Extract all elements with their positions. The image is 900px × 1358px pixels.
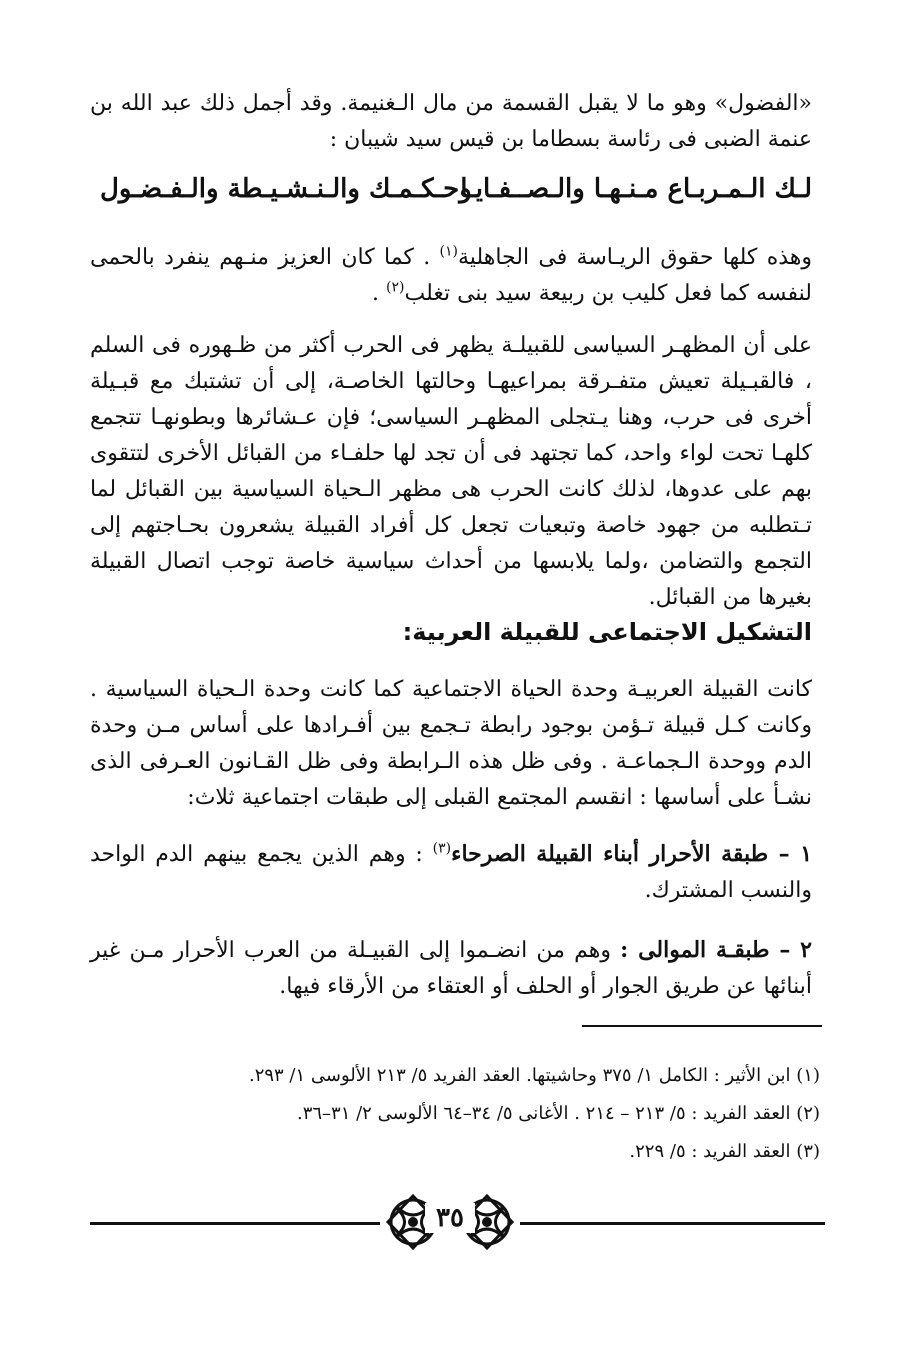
list-item-mawali-class [90,932,812,1005]
paragraph-intro: «الفضول» وهو ما لا يقبل القسمة من مال الـغنيمة. وقد أجمل ذلك عبد الله بن عنمة الضبى فى رئاسة بسطاما بن قيس سيد شيبان : [90,91,812,152]
footnote-ref-2[interactable]: (٢) [386,279,405,296]
footnote-ref-1[interactable]: (١) [439,243,459,260]
list-item-free-class [90,836,812,909]
section-heading: التشكيل الاجتماعى للقبيلة العربية: [402,618,812,646]
footnote-1: (١) ابن الأثير : الكامل ١/ ٣٧٥ وحاشيتها. العقد الفريد ٥/ ٢١٣ الألوسى ١/ ٢٩٣. [248,1065,820,1086]
footnote-2: (٢) العقد الفريد : ٥/ ٢١٣ – ٢١٤ . الأغانى ٥/ ٣٤–٦٤ الألوسى ٢/ ٣١–٣٦. [296,1103,820,1124]
footer-rule-right [520,1222,825,1225]
footnote-3: (٣) العقد الفريد : ٥/ ٢٢٩. [629,1141,820,1162]
list-item-label: ١ – طبقة الأحرار أبناء القبيلة الصرحاء [451,841,813,867]
paragraph-text-b: . كما كان العزيز منـهم ينفرد بالحمى لنفسه كما فعل كليب بن ربيعة سيد بنى تغلب [90,245,812,306]
paragraph-leadership-rights [90,240,812,312]
verse-first-hemistich: لـك الـمـربـاع مـنـهـا والـصــفـايـا [460,174,812,204]
list-item-text: وهم من انضـموا إلى القبيـلة من العرب الأحرار مـن غير أبنائها عن طريق الجوار أو الحلف أو العتقاء من الأرقاء فيها. [90,938,812,999]
verse-second-hemistich: وحـكـمـك والـنـشـيـطة والـفـضـول [100,174,472,204]
footnote-divider [582,1025,822,1027]
poem-verse [100,174,812,218]
footer-rule-left [90,1222,380,1225]
paragraph-social-structure: كانت القبيلة العربيـة وحدة الحياة الاجتماعية كما كانت وحدة الـحياة السياسية . وكانت كـل قبيلة تـؤمن بوجود رابطة تـجمع بين أفـرادها على أساس مـن وحدة الدم ووحدة الـجماعـة . وفى ظل هذه الـرابطة وفى ظل القـانون العـرفى الذى نشـأ على أساسها : انقسم المجتمع القبلى إلى طبقات اجتماعية ثلاث: [90,677,812,810]
paragraph-political-aspect: على أن المظهـر السياسى للقبيلـة يظهر فى الحرب أكثر من ظـهوره فى السلم ، فالقبـيلة تعيش متفـرقة بمراعيهـا وحالتها الخاصـة، إلى أن تشتبك مع قبـيلة أخرى فى حرب، وهنا يـتجلى المظهـر السياسى؛ فإن عـشائرها وبطونهـا تتجمع كلهـا تحت لواء واحد، كما تجتهد فى أن تجد لها حلفـاء من القبائل الأخرى لتتقوى بهم على عدوها، لذلك كانت الحرب هى مظهر الـحياة السياسية بين القبائل لما تـتطلبه من جهود خاصة وتبعيات تجعل كل أفراد القبيلة يشعرون بحـاجتهم إلى التجمع والتضامن ،ولما يلابسها من أحداث سياسية خاصة توجب اتصال القبيلة بغيرها من القبائل. [90,333,812,610]
page-number: ٣٥ [425,1203,475,1233]
list-item-label: ٢ – طبقـة الموالى : [620,937,812,963]
footnote-ref-3[interactable]: (٣) [432,840,452,857]
list-item-text: : وهم الذين يجمع بينهم الدم الواحد والنسب المشترك. [90,842,812,903]
paragraph-text-c: . [372,281,386,306]
paragraph-text-a: وهذه كلها حقوق الريـاسة فى الجاهلية [458,245,813,270]
